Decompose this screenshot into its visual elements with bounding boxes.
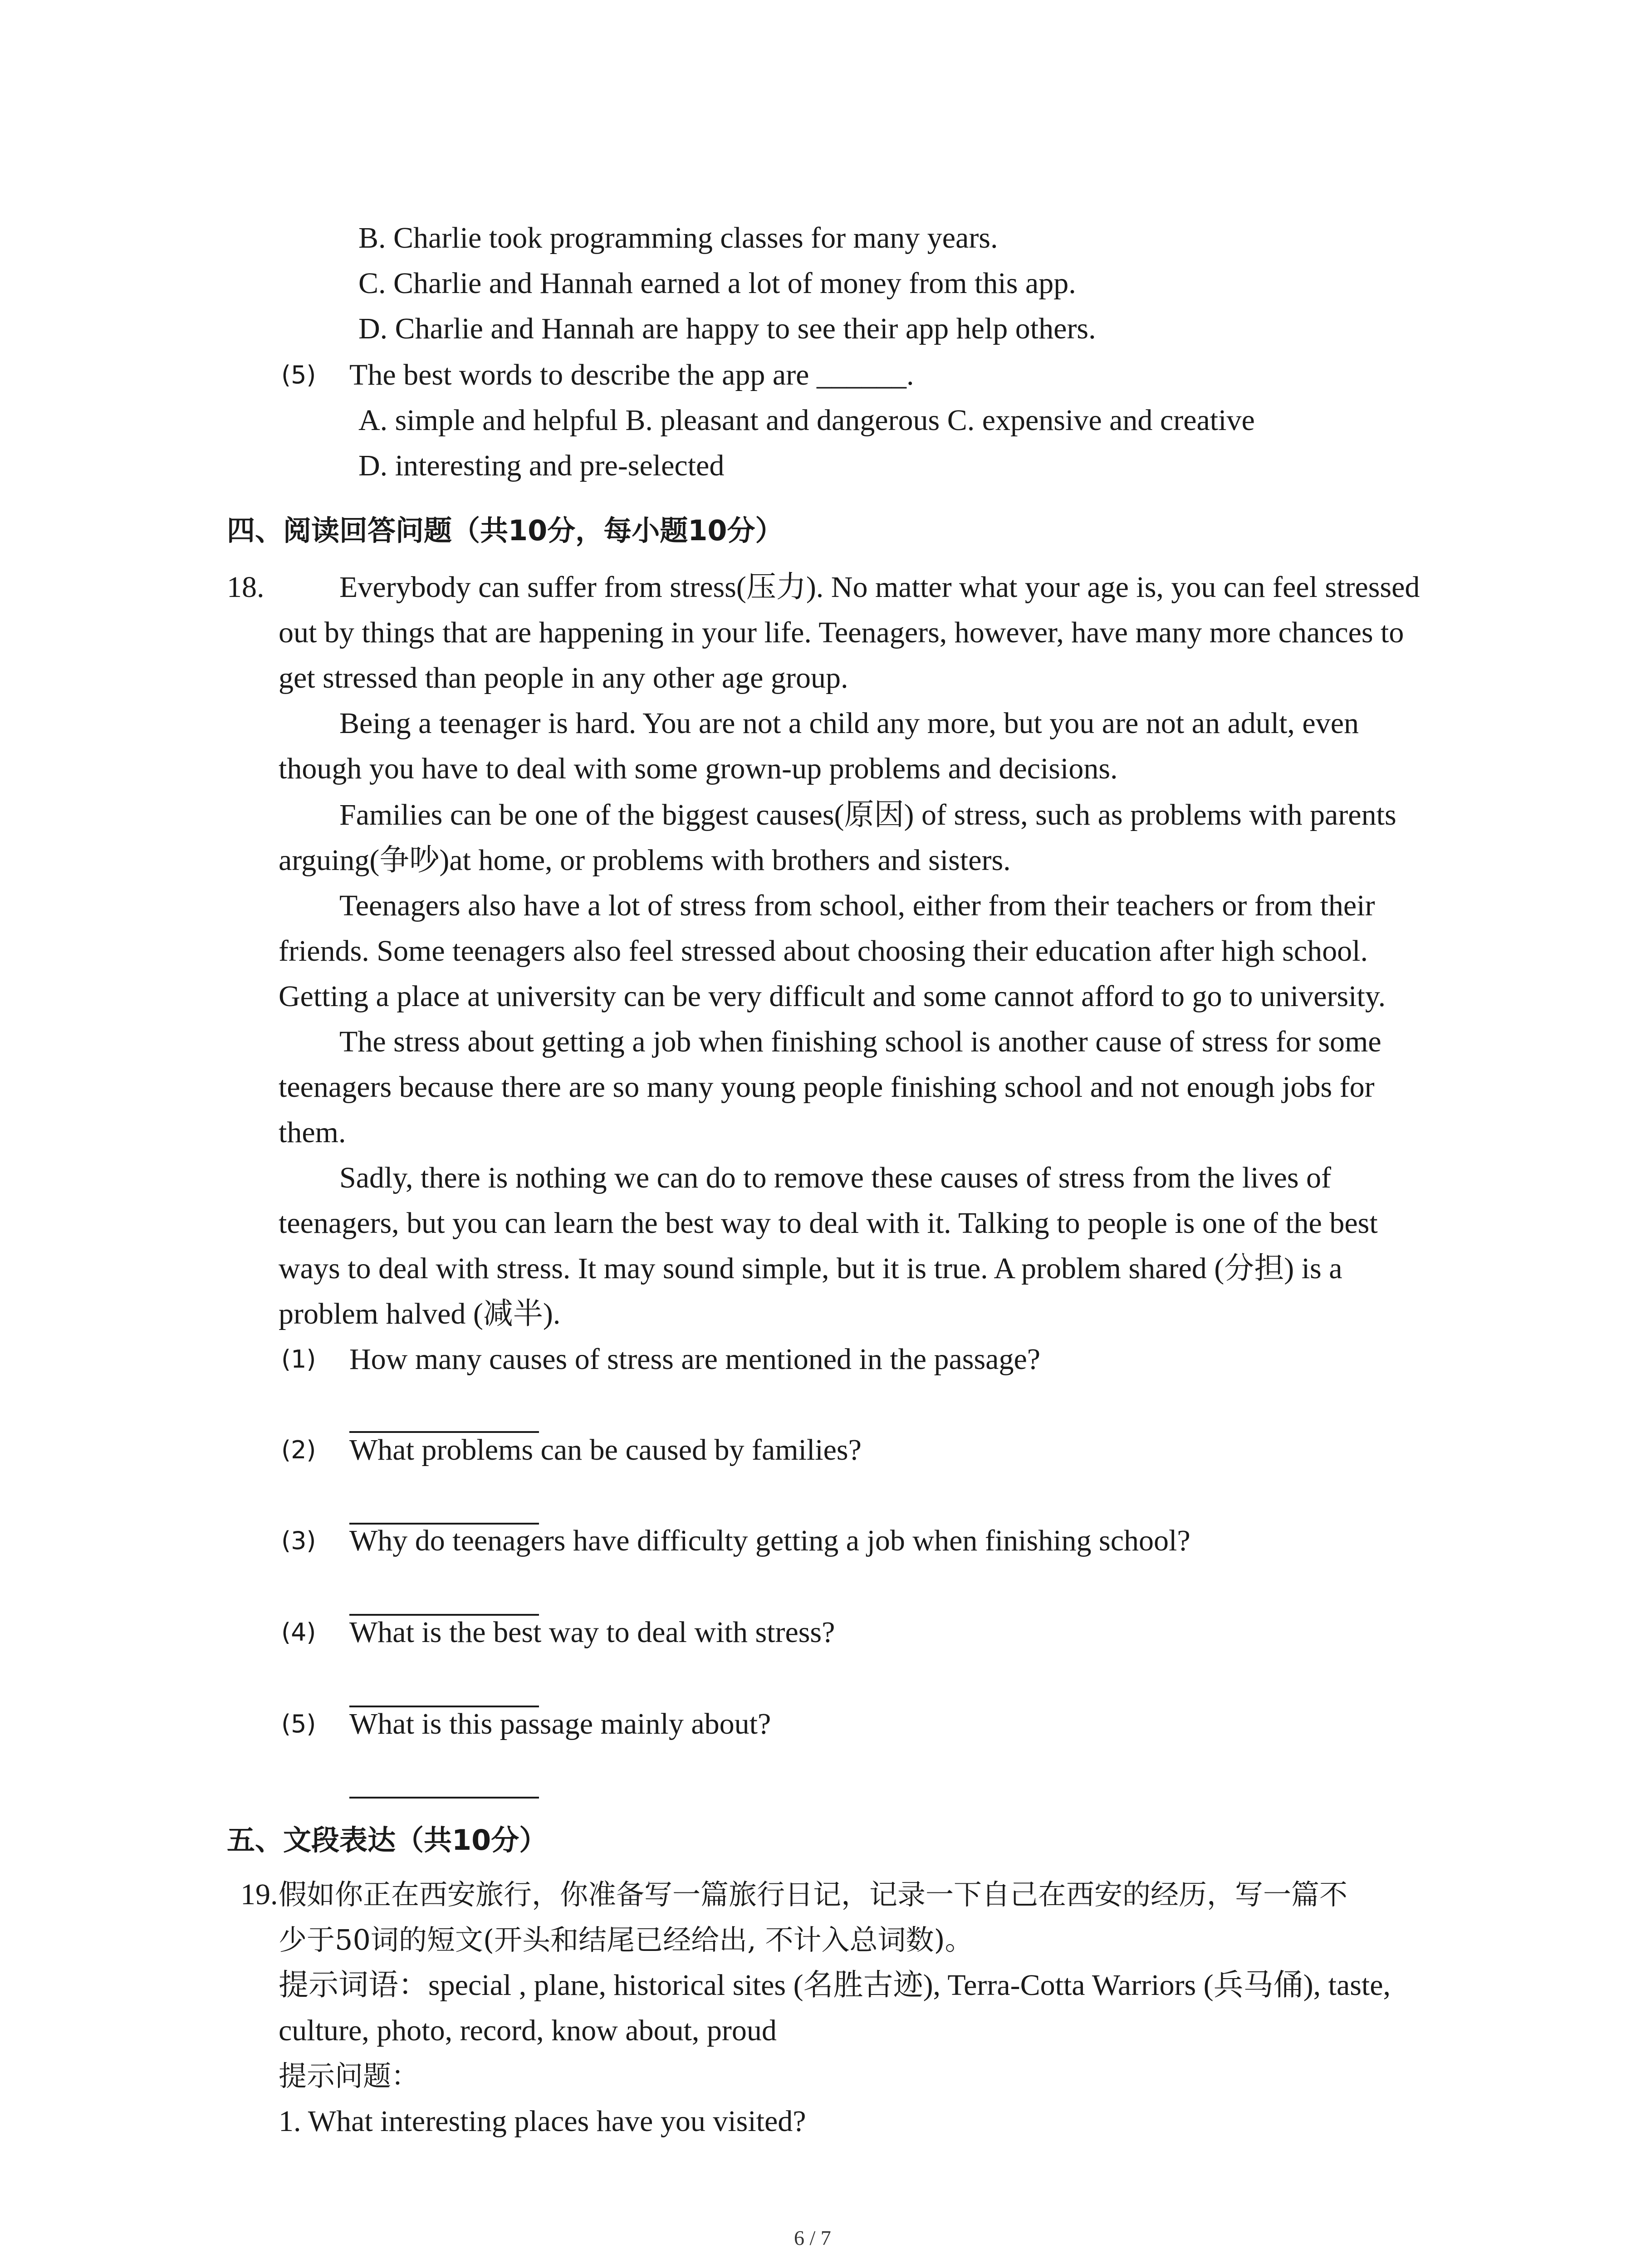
q19-line-1: 假如你正在西安旅行，你准备写一篇旅行日记，记录一下自己在西安的经历，写一篇不: [279, 1878, 1348, 1911]
q17-option-c: C. Charlie and Hannah earned a lot of money from this app.: [358, 267, 1076, 300]
q18-q5-number: (5): [281, 1710, 316, 1738]
q18-q2-number: (2): [281, 1436, 316, 1464]
q18-q3-number: (3): [281, 1526, 316, 1555]
q19-line-2: 少于50词的短文(开头和结尾已经给出, 不计入总词数)。: [279, 1923, 973, 1956]
q18-line-12: teenagers because there are so many young people finishing school and not enough jobs for: [279, 1070, 1375, 1104]
q18-q4-text: What is the best way to deal with stress?: [349, 1616, 835, 1649]
q18-q3-text: Why do teenagers have difficulty getting a job when finishing school?: [349, 1524, 1190, 1557]
q18-line-15: teenagers, but you can learn the best way to deal with it. Talking to people is one of the best: [279, 1207, 1378, 1240]
section4-heading: 四、阅读回答问题（共10分，每小题10分）: [227, 514, 784, 547]
q17-5-options-line2: D. interesting and pre-selected: [358, 449, 725, 482]
q18-line-16: ways to deal with stress. It may sound simple, but it is true. A problem shared (分担) is a: [279, 1252, 1342, 1285]
q19-hint-words-1: 提示词语：special , plane, historical sites (名胜古迹), Terra-Cotta Warriors (兵马俑), taste,: [279, 1969, 1391, 2002]
q18-line-6: Families can be one of the biggest causes(原因) of stress, such as problems with parents: [339, 798, 1396, 831]
q18-line-7: arguing(争吵)at home, or problems with brothers and sisters.: [279, 844, 1011, 877]
q17-5-number: (5): [281, 361, 316, 389]
section5-heading: 五、文段表达（共10分）: [227, 1823, 548, 1857]
q18-line-3: get stressed than people in any other age group.: [279, 661, 848, 694]
q18-line-4: Being a teenager is hard. You are not a child any more, but you are not an adult, even: [339, 707, 1359, 740]
q18-line-17: problem halved (减半).: [279, 1297, 561, 1330]
page-number: 6 / 7: [794, 2226, 831, 2249]
q18-line-11: The stress about getting a job when finishing school is another cause of stress for some: [339, 1025, 1381, 1058]
q17-option-d: D. Charlie and Hannah are happy to see their app help others.: [358, 312, 1096, 345]
q18-line-5: though you have to deal with some grown-up problems and decisions.: [279, 752, 1118, 785]
q17-5-options-line1: A. simple and helpful B. pleasant and dangerous C. expensive and creative: [358, 404, 1255, 437]
q19-hint-words-2: culture, photo, record, know about, proud: [279, 2014, 777, 2047]
q17-5-stem: The best words to describe the app are ______.: [349, 358, 914, 391]
q18-q5-answer-blank[interactable]: [349, 1797, 539, 1799]
q17-option-b: B. Charlie took programming classes for many years.: [358, 221, 998, 254]
q18-line-13: them.: [279, 1116, 346, 1149]
q18-line-1: Everybody can suffer from stress(压力). No matter what your age is, you can feel stressed: [339, 571, 1420, 604]
q18-line-10: Getting a place at university can be very difficult and some cannot afford to go to university.: [279, 980, 1386, 1013]
q18-number: 18.: [227, 571, 265, 604]
q18-q5-text: What is this passage mainly about?: [349, 1707, 771, 1740]
q19-question-1: 1. What interesting places have you visited?: [279, 2105, 806, 2138]
q18-line-8: Teenagers also have a lot of stress from school, either from their teachers or from their: [339, 889, 1375, 922]
q18-q1-number: (1): [281, 1345, 316, 1374]
q18-q1-text: How many causes of stress are mentioned in the passage?: [349, 1343, 1041, 1376]
q19-hint-questions-label: 提示问题：: [279, 2059, 420, 2092]
q18-line-14: Sadly, there is nothing we can do to remove these causes of stress from the lives of: [339, 1161, 1331, 1194]
q18-q4-number: (4): [281, 1618, 316, 1647]
q18-line-9: friends. Some teenagers also feel stressed about choosing their education after high school.: [279, 934, 1368, 968]
q18-q2-text: What problems can be caused by families?: [349, 1433, 862, 1466]
q19-number: 19.: [240, 1878, 278, 1911]
q18-line-2: out by things that are happening in your life. Teenagers, however, have many more chances to: [279, 616, 1404, 649]
